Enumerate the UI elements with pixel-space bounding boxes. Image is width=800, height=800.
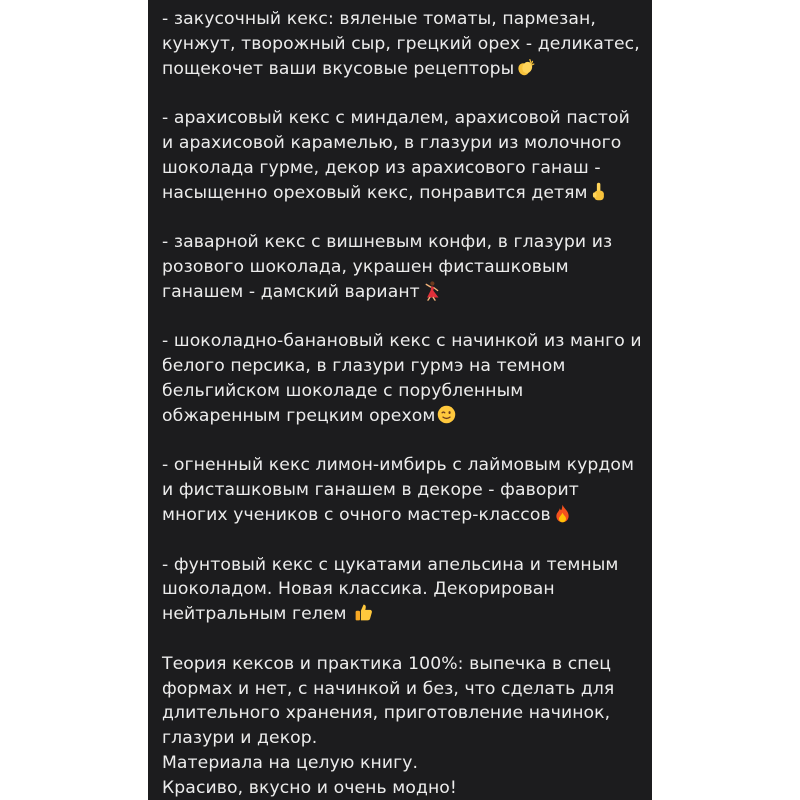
dancing-woman-icon <box>421 280 442 301</box>
paragraph-text: - заварной кекс с вишневым конфи, в глазури из розового шоколада, украшен фисташковым ганашем - дамский вариант <box>162 232 613 302</box>
message-paragraph <box>162 106 646 205</box>
message-text[interactable] <box>162 7 646 800</box>
winking-face-icon <box>436 404 457 425</box>
paragraph-text: - закусочный кекс: вяленые томаты, пармезан, кунжут, творожный сыр, грецкий орех - деликатес, пощекочет ваши вкусовые рецепторы <box>162 9 640 79</box>
closing-text: Красиво, вкусно и очень модно! <box>162 777 457 798</box>
fire-icon <box>552 503 573 524</box>
message-panel <box>148 0 652 800</box>
message-paragraph <box>162 453 646 527</box>
message-paragraph <box>162 329 646 428</box>
closing-text: Теория кексов и практика 100%: выпечка в спец формах и нет, с начинкой и без, что сделать для длительного хранения, приготовление начинок, глазури и декор. <box>162 653 615 749</box>
paragraph-text: - шоколадно-банановый кекс с начинкой из манго и белого персика, в глазури гурмэ на темном бельгийском шоколаде с порубленным обжаренным грецким орехом <box>162 331 642 426</box>
message-paragraph <box>162 553 646 627</box>
closing-text: Материала на целую книгу. <box>162 752 419 773</box>
paragraph-text: - арахисовый кекс с миндалем, арахисовой пастой и арахисовой карамелью, в глазури из молочного шоколада гурме, декор из арахисового ганаш - насыщенно ореховый кекс, понравится детям <box>162 108 630 203</box>
closing-paragraph <box>162 652 646 800</box>
paragraph-text: - фунтовый кекс с цукатами апельсина и темным шоколадом. Новая классика. Декорирован нейтральным гелем <box>162 554 619 625</box>
message-paragraph <box>162 230 646 304</box>
clapping-hands-icon <box>515 57 536 78</box>
thumbs-up-icon <box>353 602 374 623</box>
index-pointing-up-icon <box>589 181 610 202</box>
paragraph-text: - огненный кекс лимон-имбирь с лаймовым курдом и фисташковым ганашем в декоре - фаворит многих учеников с очного мастер-классов <box>162 455 635 525</box>
message-paragraph <box>162 7 646 81</box>
